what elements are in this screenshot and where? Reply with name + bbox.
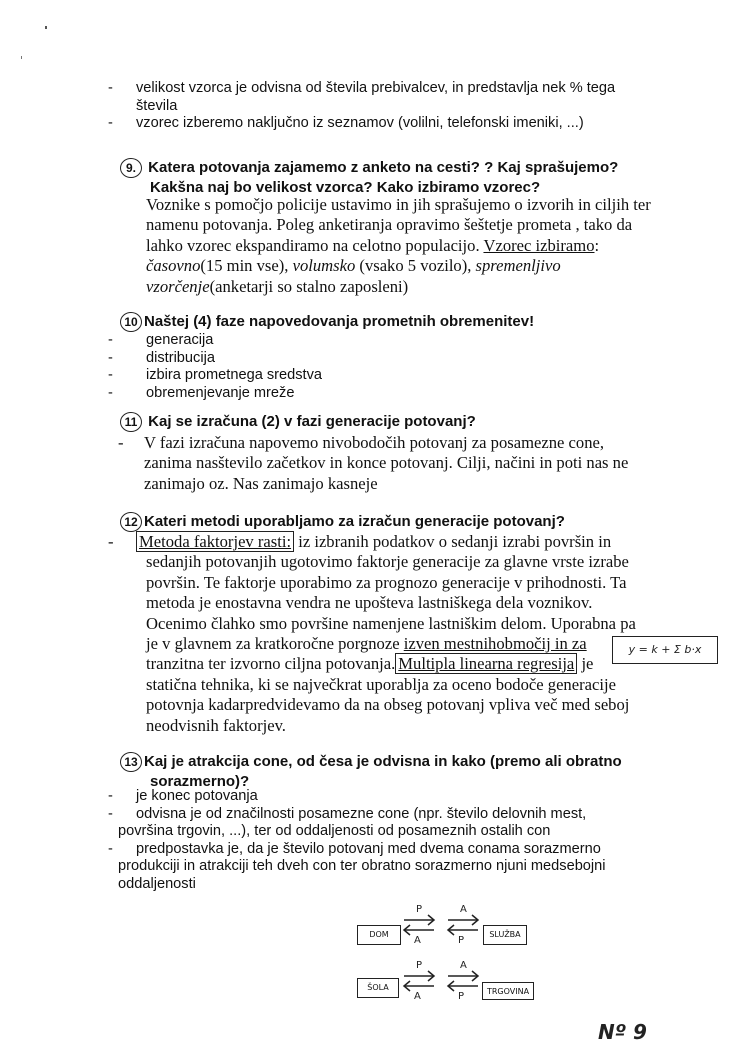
text-line: tranzitna ter izvorno ciljna potovanja. Multipla linearna regresija je	[146, 654, 594, 674]
intro-bullets	[108, 80, 678, 133]
list-item: - predpostavka je, da je število potovanj med dvema conama sorazmerno	[108, 840, 601, 857]
answer-9	[146, 195, 706, 297]
text-line: Ocenimo člahko smo površine namenjene lastniškim delom. Uporabna pa	[146, 613, 636, 633]
label-a: A	[414, 935, 421, 946]
text-line: statična tehnika, ki se največkrat uporablja za oceno bodoče generacije	[146, 674, 616, 694]
question-number-12: 12	[120, 512, 142, 532]
list-item: - odvisna je od značilnosti posamezne cone (npr. število delovnih mest,	[108, 805, 587, 822]
label-p: P	[458, 991, 465, 1002]
label-a: A	[414, 991, 421, 1002]
list-item-cont: površina trgovin, ...), ter od oddaljenosti od posameznih ostalih con	[118, 823, 551, 839]
question-number-10: 10	[120, 312, 142, 332]
question-13-title-cont: sorazmerno)?	[150, 773, 250, 791]
text-line: zanima nasštevilo začetkov in konce potovanj. Cilji, načini in poti nas ne	[144, 453, 629, 473]
question-13	[120, 752, 680, 791]
text-line: neodvisnih faktorjev.	[146, 715, 286, 735]
list-item-cont: oddaljenosti	[118, 875, 196, 892]
question-9-title: Katera potovanja zajamemo z anketo na cesti? ? Kaj sprašujemo?	[148, 159, 619, 176]
list-item: - generacija	[108, 332, 214, 348]
answer-11	[118, 433, 688, 494]
question-12-title: Kateri metodi uporabljamo za izračun generacije potovanj?	[144, 513, 565, 530]
text-line: zanimajo oz. Nas zanimajo kasneje	[144, 473, 378, 493]
method-1-label: Metoda faktorjev rasti:	[136, 531, 294, 552]
label-p: P	[416, 904, 423, 915]
text-line: vzorčenje(anketarji so stalno zaposleni)	[146, 276, 409, 296]
zone-box-shop: TRGOVINA	[482, 982, 534, 1000]
list-item: - izbira prometnega sredstva	[108, 367, 323, 383]
text-line: sedanjih potovanjih ugotovimo faktorje generacije za glavne vrste izrabe	[146, 552, 629, 572]
answer-13	[108, 788, 678, 893]
text-line: - Metoda faktorjev rasti: iz izbranih podatkov o sedanji izrabi površin in	[108, 532, 612, 551]
handwritten-formula: y = k + Σ b·x	[612, 636, 718, 664]
text-line: - V fazi izračuna napovemo nivobodočih potovanj za posamezne cone,	[118, 433, 604, 452]
label-a: A	[460, 960, 467, 971]
method-2-label: Multipla linearna regresija	[395, 653, 577, 674]
text-line: Voznike s pomočjo policije ustavimo in jih sprašujemo o izvorih in ciljih ter	[146, 195, 651, 214]
text-line: metoda je enostavna vendra ne upošteva lastniškega dela voznikov.	[146, 593, 593, 613]
list-item: - je konec potovanja	[108, 788, 258, 804]
question-10	[120, 312, 680, 332]
question-number-11: 11	[120, 412, 142, 432]
zone-box-home: DOM	[357, 925, 401, 945]
list-item: - obremenjevanje mreže	[108, 384, 295, 401]
scan-mark	[21, 56, 22, 59]
diagram-arrows	[400, 900, 484, 1030]
list-item: - distribucija	[108, 349, 215, 366]
answer-10-list	[108, 332, 678, 402]
question-11-title: Kaj se izračuna (2) v fazi generacije potovanj?	[148, 413, 476, 430]
list-item: - vzorec izberemo naključno iz seznamov (volilni, telefonski imeniki, ...)	[108, 115, 584, 131]
question-12	[120, 512, 680, 532]
text-line: časovno(15 min vse), volumsko (vsako 5 vozilo), spremenljivo	[146, 256, 561, 276]
text-line: je v glavnem za kratkoročne porgnoze izven mestnihobmočij in za	[146, 634, 587, 654]
question-10-title: Naštej (4) faze napovedovanja prometnih obremenitev!	[144, 313, 535, 330]
label-a: A	[460, 904, 467, 915]
text-line: namenu potovanja. Poleg anketiranja opravimo šeštetje prometa , tako da	[146, 215, 633, 235]
question-9-title-cont: Kakšna naj bo velikost vzorca? Kako izbiramo vzorec?	[150, 179, 541, 197]
list-item: - velikost vzorca je odvisna od števila prebivalcev, in predstavlja nek % tega	[108, 80, 616, 96]
list-item-cont: produkciji in atrakciji teh dveh con ter obratno sorazmerno njuni medsebojni	[118, 858, 606, 874]
text-line: potovnja kadarpredvidevamo da na obseg potovanj vpliva več med seboj	[146, 695, 630, 715]
label-p: P	[416, 960, 423, 971]
answer-12	[108, 532, 678, 736]
zone-box-work: SLUŽBA	[483, 925, 527, 945]
question-13-title: Kaj je atrakcija cone, od česa je odvisna in kako (premo ali obratno	[144, 753, 622, 770]
scan-mark	[45, 26, 47, 29]
question-11	[120, 412, 680, 432]
list-item-cont: števila	[136, 97, 178, 114]
text-line: površin. Te faktorje uporabimo za prognozo generacije v prihodnosti. Ta	[146, 572, 627, 592]
zone-box-school: ŠOLA	[357, 978, 399, 998]
question-9	[120, 158, 680, 197]
text-line: lahko vzorec ekspandiramo na celotno populacijo. Vzorec izbiramo:	[146, 235, 600, 255]
question-number-13: 13	[120, 752, 142, 772]
label-p: P	[458, 935, 465, 946]
page-number: Nº 9	[598, 1020, 647, 1044]
question-number-9: 9.	[120, 158, 142, 178]
